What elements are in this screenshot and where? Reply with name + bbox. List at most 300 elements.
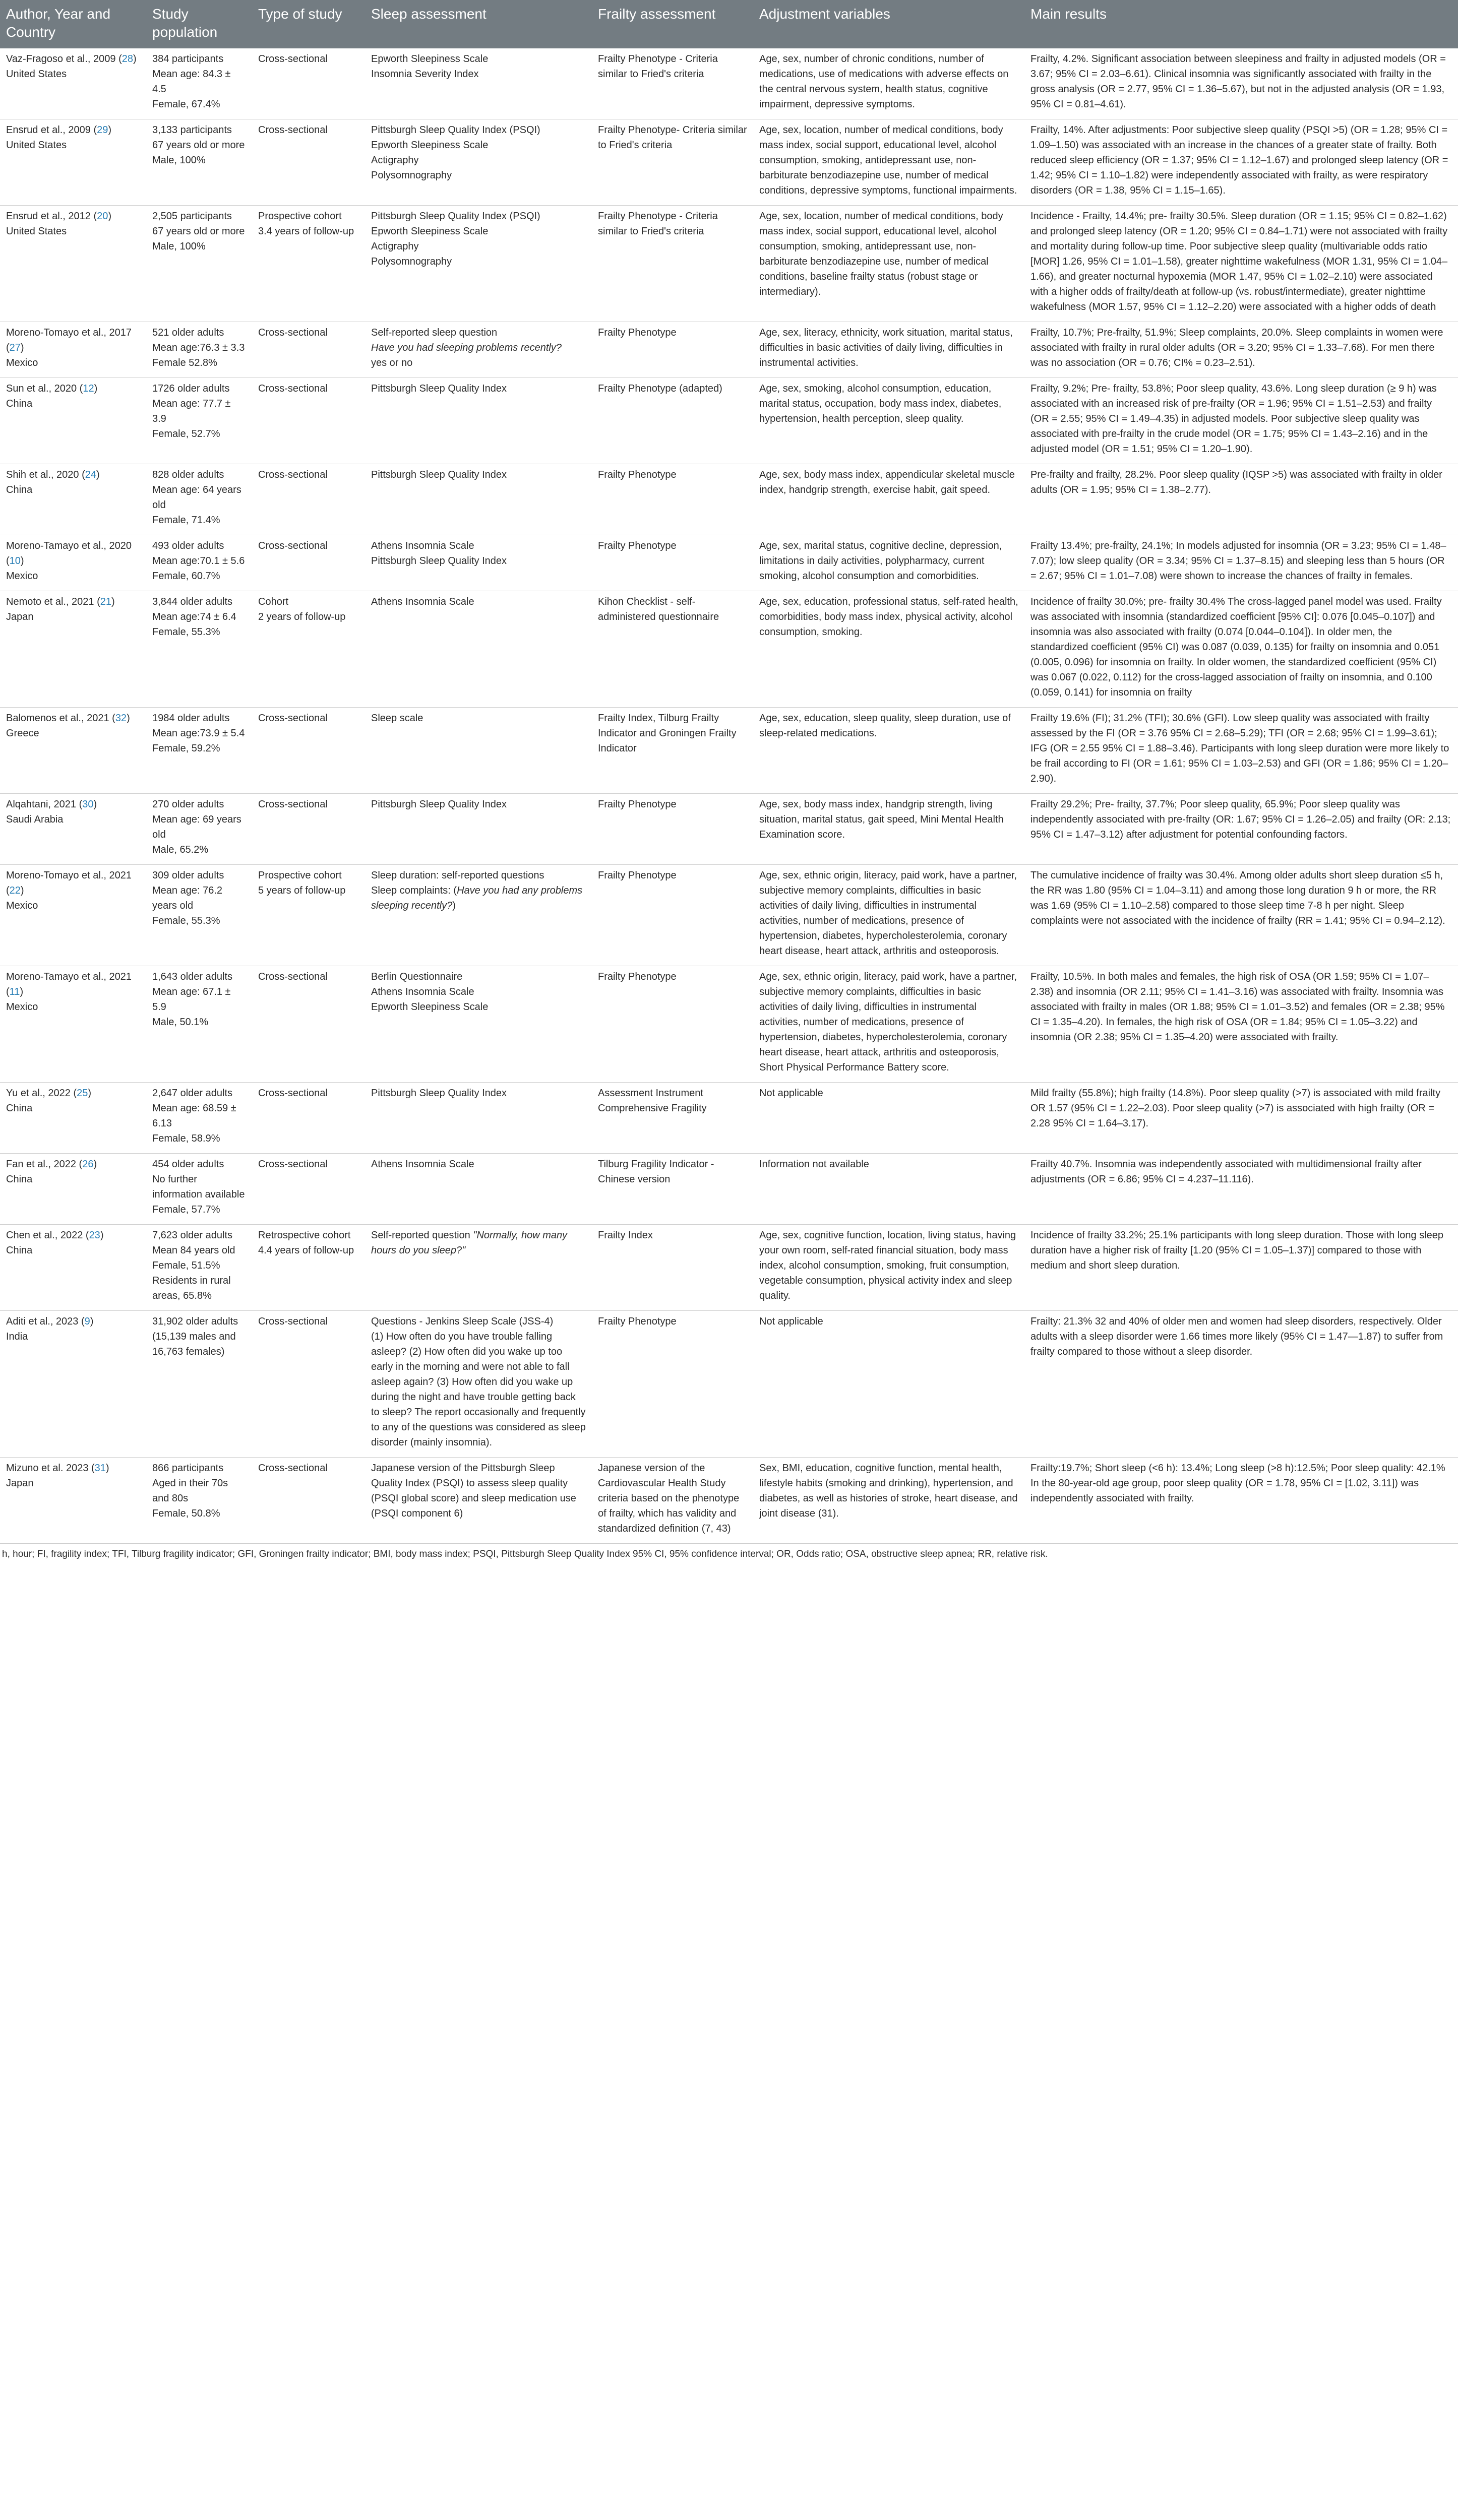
frailty-assessment-line: Frailty Phenotype bbox=[598, 469, 677, 480]
study-type-cell bbox=[252, 322, 365, 378]
population-line: 31,902 older adults bbox=[152, 1316, 238, 1327]
sleep-assessment-line: Questions - Jenkins Sleep Scale (JSS-4) bbox=[371, 1316, 554, 1327]
population-cell bbox=[146, 794, 252, 865]
population-cell bbox=[146, 591, 252, 708]
study-type-line: Prospective cohort bbox=[258, 211, 342, 222]
population-cell bbox=[146, 378, 252, 464]
header-author: Author, Year and Country bbox=[0, 0, 146, 48]
sleep-assessment-line: yes or no bbox=[371, 357, 413, 368]
country: Japan bbox=[6, 611, 34, 622]
study-type-cell bbox=[252, 535, 365, 591]
population-cell bbox=[146, 966, 252, 1083]
results-cell bbox=[1024, 794, 1458, 865]
frailty-assessment-cell bbox=[592, 794, 753, 865]
population-line: 67 years old or more bbox=[152, 226, 245, 237]
frailty-assessment-line: Frailty Phenotype - Criteria similar to Fried's criteria bbox=[598, 53, 718, 80]
table-row bbox=[0, 535, 1458, 591]
population-line: Female, 50.8% bbox=[152, 1508, 220, 1519]
study-type-line: 4.4 years of follow-up bbox=[258, 1245, 354, 1256]
sleep-assessment-cell bbox=[365, 794, 592, 865]
author-cell: Chen et al., 2022 (23) China bbox=[0, 1225, 146, 1311]
results-cell bbox=[1024, 966, 1458, 1083]
sleep-assessment-cell bbox=[365, 378, 592, 464]
sleep-assessment-line: Athens Insomnia Scale bbox=[371, 540, 474, 551]
author-name: Moreno-Tamayo et al., 2021 bbox=[6, 971, 132, 982]
table-row bbox=[0, 1225, 1458, 1311]
study-type-line: Cross-sectional bbox=[258, 1088, 328, 1099]
table-row bbox=[0, 206, 1458, 322]
sleep-assessment-line: Sleep complaints: (Have you had any problems sleeping recently?) bbox=[371, 885, 583, 911]
author-cell: Aditi et al., 2023 (9) India bbox=[0, 1311, 146, 1458]
table-row bbox=[0, 119, 1458, 206]
population-line: Mean age: 84.3 ± 4.5 bbox=[152, 69, 231, 95]
header-frailty: Frailty assessment bbox=[592, 0, 753, 48]
author-name: Alqahtani, 2021 bbox=[6, 799, 77, 810]
frailty-assessment-cell bbox=[592, 1154, 753, 1225]
adjustment-text: Age, sex, marital status, cognitive decline, depression, limitations in daily activities, polypharmacy, current smoking, alcohol consumption and comorbidities. bbox=[759, 540, 1002, 582]
table-header bbox=[0, 0, 1458, 48]
table-row bbox=[0, 378, 1458, 464]
sleep-assessment-cell bbox=[365, 464, 592, 535]
adjustment-text: Sex, BMI, education, cognitive function, mental health, lifestyle habits (smoking and drinking), hypertension, and diabetes, as well as histories of stroke, heart disease, and joint disease (31). bbox=[759, 1463, 1018, 1519]
header-type: Type of study bbox=[252, 0, 365, 48]
country: China bbox=[6, 484, 33, 495]
results-cell bbox=[1024, 206, 1458, 322]
frailty-assessment-line: Frailty Phenotype bbox=[598, 971, 677, 982]
adjustment-cell bbox=[753, 865, 1024, 966]
results-text: Frailty, 9.2%; Pre- frailty, 53.8%; Poor sleep quality, 43.6%. Long sleep duration (≥ 9 h) was associated with an increased risk of pre-frailty (OR = 1.96; 95% CI = 1.51–2.53) and frailty (OR = 2.55; 95% CI = 1.49–4.35) in adjusted models. Poor subjective sleep quality was associated with pre-frailty in the crude model (OR = 1.75; 95% CI = 1.43–2.16) and in the adjusted model (OR = 1.51; 95% CI = 1.20–1.90). bbox=[1030, 383, 1437, 455]
sleep-assessment-line: Berlin Questionnaire bbox=[371, 971, 463, 982]
sleep-assessment-line: Actigraphy bbox=[371, 155, 419, 166]
table-row bbox=[0, 1458, 1458, 1544]
population-cell bbox=[146, 865, 252, 966]
adjustment-text: Age, sex, cognitive function, location, living status, having your own room, self-rated financial situation, body mass index, alcohol consumption, smoking, fruit consumption, vegetable consumption, physical activity index and sleep quality. bbox=[759, 1230, 1016, 1301]
sleep-assessment-line: Pittsburgh Sleep Quality Index bbox=[371, 799, 507, 810]
population-line: 1984 older adults bbox=[152, 713, 230, 724]
population-line: 1,643 older adults bbox=[152, 971, 233, 982]
population-cell bbox=[146, 206, 252, 322]
population-line: 866 participants bbox=[152, 1463, 224, 1474]
study-type-line: 3.4 years of follow-up bbox=[258, 226, 354, 237]
population-line: 521 older adults bbox=[152, 327, 224, 338]
frailty-assessment-cell bbox=[592, 535, 753, 591]
population-line: 1726 older adults bbox=[152, 383, 230, 394]
author-name: Moreno-Tomayo et al., 2021 bbox=[6, 870, 132, 881]
adjustment-text: Information not available bbox=[759, 1159, 869, 1170]
adjustment-text: Age, sex, smoking, alcohol consumption, education, marital status, occupation, body mass index, diabetes, hypertension, health perception, sleep quality. bbox=[759, 383, 1002, 424]
study-type-line: 5 years of follow-up bbox=[258, 885, 346, 896]
author-name: Aditi et al., 2023 bbox=[6, 1316, 79, 1327]
adjustment-text: Age, sex, literacy, ethnicity, work situation, marital status, difficulties in basic activities of daily living, difficulties in instrumental activities. bbox=[759, 327, 1013, 368]
population-line: Male, 65.2% bbox=[152, 844, 209, 855]
table-row bbox=[0, 464, 1458, 535]
results-cell bbox=[1024, 535, 1458, 591]
results-text: Incidence of frailty 30.0%; pre- frailty 30.4% The cross-lagged panel model was used. Frailty was associated with insomnia (standardized coefficient [95% CI]: 0.076 [0.045–0.107]) and insomnia was also associated with frailty (0.074 [0.044–0.104]). In older men, the standardized coefficient (95% CI) was 0.087 (0.039, 0.135) for frailty on insomnia and 0.051 (0.005, 0.096) for insomnia on frailty. In older women, the standardized coefficient (95% CI) was 0.067 (0.022, 0.112) for the cross-lagged association of frailty on insomnia, and 0.100 (0.059, 0.141) for insomnia on frailty bbox=[1030, 596, 1442, 698]
country: Japan bbox=[6, 1478, 34, 1489]
adjustment-cell bbox=[753, 1154, 1024, 1225]
sleep-assessment-line: Pittsburgh Sleep Quality Index bbox=[371, 555, 507, 566]
sleep-assessment-line: Pittsburgh Sleep Quality Index (PSQI) bbox=[371, 124, 540, 136]
study-type-cell bbox=[252, 1083, 365, 1154]
sleep-assessment-line: Pittsburgh Sleep Quality Index bbox=[371, 469, 507, 480]
author-cell: Moreno-Tomayo et al., 2021 (22) Mexico bbox=[0, 865, 146, 966]
table-row bbox=[0, 794, 1458, 865]
results-text: Incidence - Frailty, 14.4%; pre- frailty 30.5%. Sleep duration (OR = 1.15; 95% CI = 0.82–1.62) and prolonged sleep latency (OR = 1.20; 95% CI = 0.84–1.71) were not associated with frailty and mortality during follow-up time. Poor subjective sleep quality (multivariable odds ratio [MOR] 1.26, 95% CI = 1.01–1.58), greater nighttime wakefulness (MOR 1.31, 95% CI = 1.04–1.66), and greater nocturnal hypoxemia (MOR 1.47, 95% CI = 1.02–2.10) were associated with a higher odds of frailty/death at follow-up (vs. robust/intermediate), greater nighttime wakefulness (MOR 1.57, 95% CI = 1.12–2.20) were associated with a higher odds of death bbox=[1030, 211, 1448, 312]
frailty-assessment-cell bbox=[592, 48, 753, 119]
study-type-cell bbox=[252, 206, 365, 322]
sleep-assessment-line: Polysomnography bbox=[371, 256, 452, 267]
population-line: Mean age: 67.1 ± 5.9 bbox=[152, 986, 231, 1013]
frailty-assessment-cell bbox=[592, 1458, 753, 1544]
author-name: Ensrud et al., 2012 bbox=[6, 211, 91, 222]
sleep-assessment-line: Athens Insomnia Scale bbox=[371, 596, 474, 607]
reference-link: 26 bbox=[82, 1159, 94, 1170]
population-cell bbox=[146, 48, 252, 119]
population-line: Female 52.8% bbox=[152, 357, 217, 368]
population-cell bbox=[146, 322, 252, 378]
author-cell: Ensrud et al., 2009 (29) United States bbox=[0, 119, 146, 206]
adjustment-text: Not applicable bbox=[759, 1088, 823, 1099]
population-line: Female, 51.5% bbox=[152, 1260, 220, 1271]
sleep-assessment-cell bbox=[365, 1458, 592, 1544]
sleep-assessment-cell bbox=[365, 966, 592, 1083]
population-line: Female, 60.7% bbox=[152, 571, 220, 582]
country: Mexico bbox=[6, 1001, 38, 1013]
population-line: 493 older adults bbox=[152, 540, 224, 551]
frailty-assessment-cell bbox=[592, 1083, 753, 1154]
population-line: Male, 100% bbox=[152, 155, 206, 166]
frailty-assessment-cell bbox=[592, 119, 753, 206]
population-line: Mean age:76.3 ± 3.3 bbox=[152, 342, 245, 353]
adjustment-cell bbox=[753, 48, 1024, 119]
sleep-assessment-cell bbox=[365, 1225, 592, 1311]
study-type-line: Prospective cohort bbox=[258, 870, 342, 881]
frailty-assessment-cell bbox=[592, 1225, 753, 1311]
frailty-assessment-cell bbox=[592, 966, 753, 1083]
population-line: Female, 57.7% bbox=[152, 1204, 220, 1215]
sleep-assessment-cell bbox=[365, 48, 592, 119]
sleep-assessment-cell bbox=[365, 206, 592, 322]
results-text: Frailty 29.2%; Pre- frailty, 37.7%; Poor sleep quality, 65.9%; Poor sleep quality was independently associated with pre-frailty (OR: 1.67; 95% CI = 1.26–2.05) and frailty (OR: 2.13; 95% CI = 1.47–3.12) after adjustment for potential confounding factors. bbox=[1030, 799, 1451, 840]
sleep-assessment-line: Epworth Sleepiness Scale bbox=[371, 1001, 489, 1013]
population-line: Residents in rural areas, 65.8% bbox=[152, 1275, 231, 1301]
country: Mexico bbox=[6, 357, 38, 368]
study-type-line: Cross-sectional bbox=[258, 327, 328, 338]
table-body bbox=[0, 48, 1458, 1544]
population-line: Female, 58.9% bbox=[152, 1133, 220, 1144]
table-footnote: h, hour; FI, fragility index; TFI, Tilburg fragility indicator; GFI, Groningen frailty indicator; BMI, body mass index; PSQI, Pittsburgh Sleep Quality Index 95% CI, 95% confidence interval; OR, Odds ratio; OSA, obstructive sleep apnea; RR, relative risk. bbox=[2, 1549, 1048, 1559]
adjustment-text: Age, sex, education, sleep quality, sleep duration, use of sleep-related medications. bbox=[759, 713, 1011, 739]
author-cell: Mizuno et al. 2023 (31) Japan bbox=[0, 1458, 146, 1544]
results-text: Mild frailty (55.8%); high frailty (14.8%). Poor sleep quality (>7) is associated with mild frailty OR 1.57 (95% CI = 1.22–2.03). Poor sleep quality (>7) is associated with high frailty (OR = 2.28 95% CI = 1.64–3.17). bbox=[1030, 1088, 1441, 1129]
author-name: Nemoto et al., 2021 bbox=[6, 596, 94, 607]
results-cell bbox=[1024, 1458, 1458, 1544]
study-type-cell bbox=[252, 865, 365, 966]
reference-link: 27 bbox=[9, 342, 21, 353]
sleep-assessment-cell bbox=[365, 708, 592, 794]
frailty-assessment-line: Frailty Phenotype - Criteria similar to Fried's criteria bbox=[598, 211, 718, 237]
population-line: 828 older adults bbox=[152, 469, 224, 480]
reference-link: 22 bbox=[9, 885, 21, 896]
author-name: Ensrud et al., 2009 bbox=[6, 124, 91, 136]
frailty-assessment-line: Frailty Phenotype bbox=[598, 540, 677, 551]
study-type-cell bbox=[252, 1225, 365, 1311]
results-text: Frailty, 14%. After adjustments: Poor subjective sleep quality (PSQI >5) (OR = 1.28; 95% CI = 1.09–1.50) was associated with an increase in the chances of a greater state of frailty. Both reduced sleep efficiency (OR = 1.37; 95% CI = 1.12–1.67) and prolonged sleep latency (OR = 1.42; 95% CI = 1.10–1.82) were independently associated with frailty, as were respiratory disorders (OR = 1.38, 95% CI = 1.15–1.65). bbox=[1030, 124, 1448, 196]
frailty-assessment-line: Frailty Index, Tilburg Frailty Indicator and Groningen Frailty Indicator bbox=[598, 713, 737, 754]
study-type-cell bbox=[252, 591, 365, 708]
results-text: Frailty 40.7%. Insomnia was independently associated with multidimensional frailty after adjustments (OR = 6.86; 95% CI = 4.237–11.116). bbox=[1030, 1159, 1422, 1185]
population-cell bbox=[146, 1225, 252, 1311]
author-cell: Nemoto et al., 2021 (21) Japan bbox=[0, 591, 146, 708]
header-results: Main results bbox=[1024, 0, 1458, 48]
header-population: Study population bbox=[146, 0, 252, 48]
results-text: Pre-frailty and frailty, 28.2%. Poor sleep quality (IQSP >5) was associated with frailty in older adults (OR = 1.95; 95% CI = 1.38–2.77). bbox=[1030, 469, 1442, 495]
author-name: Fan et al., 2022 bbox=[6, 1159, 76, 1170]
frailty-assessment-cell bbox=[592, 206, 753, 322]
adjustment-text: Age, sex, body mass index, handgrip strength, living situation, marital status, gait speed, Mini Mental Health Examination score. bbox=[759, 799, 1004, 840]
sleep-assessment-line: Pittsburgh Sleep Quality Index bbox=[371, 383, 507, 394]
reference-link: 24 bbox=[85, 469, 97, 480]
study-type-cell bbox=[252, 1458, 365, 1544]
results-text: Frailty, 10.7%; Pre-frailty, 51.9%; Sleep complaints, 20.0%. Sleep complaints in women were associated with frailty in rural older adults (OR = 3.20; 95% CI = 1.33–7.68). For men there was no association (OR = 0.76; CI% = 0.23–2.51). bbox=[1030, 327, 1443, 368]
study-type-line: Cross-sectional bbox=[258, 53, 328, 65]
results-text: Frailty 13.4%; pre-frailty, 24.1%; In models adjusted for insomnia (OR = 3.23; 95% CI = 1.48–7.07); low sleep quality (OR = 3.34; 95% CI = 1.37–8.15) and sleeping less than 5 hours (OR = 2.67; 95% CI = 1.01–7.08) were shown to increase the chances of frailty in females. bbox=[1030, 540, 1446, 582]
country: United States bbox=[6, 140, 67, 151]
author-name: Sun et al., 2020 bbox=[6, 383, 77, 394]
population-line: Male, 100% bbox=[152, 241, 206, 252]
table-row bbox=[0, 322, 1458, 378]
frailty-assessment-cell bbox=[592, 322, 753, 378]
table-row bbox=[0, 1311, 1458, 1458]
adjustment-cell bbox=[753, 322, 1024, 378]
header-adjustment: Adjustment variables bbox=[753, 0, 1024, 48]
frailty-assessment-cell bbox=[592, 464, 753, 535]
study-type-line: Cross-sectional bbox=[258, 540, 328, 551]
study-type-line: Cross-sectional bbox=[258, 469, 328, 480]
study-type-line: Cross-sectional bbox=[258, 713, 328, 724]
frailty-assessment-line: Frailty Index bbox=[598, 1230, 653, 1241]
sleep-assessment-cell bbox=[365, 322, 592, 378]
population-cell bbox=[146, 1458, 252, 1544]
author-cell: Yu et al., 2022 (25) China bbox=[0, 1083, 146, 1154]
country: Greece bbox=[6, 728, 39, 739]
author-name: Mizuno et al. 2023 bbox=[6, 1463, 89, 1474]
frailty-assessment-line: Frailty Phenotype bbox=[598, 799, 677, 810]
population-line: No further information available bbox=[152, 1174, 245, 1200]
population-line: Female, 55.3% bbox=[152, 915, 220, 926]
results-text: Frailty, 4.2%. Significant association between sleepiness and frailty in adjusted models (OR = 3.67; 95% CI = 2.03–6.61). Clinical insomnia was significantly associated with frailty in the gross analysis (OR = 2.77, 95% CI = 1.36–5.67), but not in the adjusted analysis (OR = 1.93, 95% CI = 0.81–4.61). bbox=[1030, 53, 1446, 110]
results-cell bbox=[1024, 378, 1458, 464]
frailty-assessment-cell bbox=[592, 591, 753, 708]
country: India bbox=[6, 1331, 28, 1342]
population-line: Mean age: 77.7 ± 3.9 bbox=[152, 398, 231, 424]
population-line: Mean age: 68.59 ± 6.13 bbox=[152, 1103, 236, 1129]
frailty-assessment-line: Frailty Phenotype bbox=[598, 1316, 677, 1327]
reference-link: 30 bbox=[82, 799, 94, 810]
reference-link: 10 bbox=[9, 555, 21, 566]
author-name: Moreno-Tamayo et al., 2020 bbox=[6, 540, 132, 551]
sleep-assessment-line: Polysomnography bbox=[371, 170, 452, 181]
reference-link: 25 bbox=[77, 1088, 88, 1099]
population-line: Female, 71.4% bbox=[152, 515, 220, 526]
population-line: Female, 55.3% bbox=[152, 626, 220, 638]
adjustment-cell bbox=[753, 119, 1024, 206]
study-type-line: Cross-sectional bbox=[258, 799, 328, 810]
study-type-line: Cohort bbox=[258, 596, 289, 607]
population-line: Mean age:73.9 ± 5.4 bbox=[152, 728, 245, 739]
reference-link: 28 bbox=[122, 53, 133, 65]
population-line: Mean age:70.1 ± 5.6 bbox=[152, 555, 245, 566]
sleep-assessment-cell bbox=[365, 591, 592, 708]
country: United States bbox=[6, 69, 67, 80]
adjustment-cell bbox=[753, 535, 1024, 591]
results-text: Incidence of frailty 33.2%; 25.1% participants with long sleep duration. Those with long sleep duration have a higher risk of frailty [1.20 (95% CI = 1.05–1.37)] compared to those with medium and short sleep duration. bbox=[1030, 1230, 1444, 1271]
country: China bbox=[6, 1174, 33, 1185]
reference-link: 11 bbox=[9, 986, 20, 997]
results-cell bbox=[1024, 865, 1458, 966]
population-line: Female, 59.2% bbox=[152, 743, 220, 754]
table-row bbox=[0, 48, 1458, 119]
author-cell: Balomenos et al., 2021 (32) Greece bbox=[0, 708, 146, 794]
adjustment-cell bbox=[753, 1311, 1024, 1458]
reference-link: 12 bbox=[83, 383, 94, 394]
author-name: Yu et al., 2022 bbox=[6, 1088, 71, 1099]
population-cell bbox=[146, 1083, 252, 1154]
sleep-assessment-line: Epworth Sleepiness Scale bbox=[371, 226, 489, 237]
author-cell: Fan et al., 2022 (26) China bbox=[0, 1154, 146, 1225]
sleep-assessment-cell bbox=[365, 1154, 592, 1225]
population-line: Mean age: 76.2 years old bbox=[152, 885, 222, 911]
author-cell: Moreno-Tamayo et al., 2020 (10) Mexico bbox=[0, 535, 146, 591]
population-line: 384 participants bbox=[152, 53, 224, 65]
results-text: The cumulative incidence of frailty was 30.4%. Among older adults short sleep duration ≤5 h, the RR was 1.80 (95% CI = 1.04–3.11) and among those long duration 9 h or more, the RR was 1.69 (95% CI = 1.10–2.58) compared to those sleep time 7-8 h per night. Sleep complaints were not associated with the incidence of frailty (RR = 1.41; 95% CI = 0.94–2.12). bbox=[1030, 870, 1445, 926]
population-cell bbox=[146, 535, 252, 591]
population-line: 3,133 participants bbox=[152, 124, 232, 136]
results-cell bbox=[1024, 322, 1458, 378]
results-cell bbox=[1024, 1083, 1458, 1154]
sleep-assessment-line: Japanese version of the Pittsburgh Sleep Quality Index (PSQI) to assess sleep quality (PSQI global score) and sleep medication use (PSQI component 6) bbox=[371, 1463, 576, 1519]
study-type-line: 2 years of follow-up bbox=[258, 611, 346, 622]
study-type-cell bbox=[252, 48, 365, 119]
sleep-assessment-cell bbox=[365, 1311, 592, 1458]
population-line: Female, 67.4% bbox=[152, 99, 220, 110]
reference-link: 32 bbox=[115, 713, 127, 724]
results-cell bbox=[1024, 708, 1458, 794]
study-type-cell bbox=[252, 378, 365, 464]
frailty-assessment-line: Frailty Phenotype- Criteria similar to Fried's criteria bbox=[598, 124, 747, 151]
adjustment-cell bbox=[753, 464, 1024, 535]
adjustment-text: Age, sex, body mass index, appendicular skeletal muscle index, handgrip strength, exercise habit, gait speed. bbox=[759, 469, 1015, 495]
sleep-assessment-line: Athens Insomnia Scale bbox=[371, 986, 474, 997]
reference-link: 21 bbox=[100, 596, 112, 607]
frailty-assessment-line: Frailty Phenotype (adapted) bbox=[598, 383, 722, 394]
study-type-cell bbox=[252, 1154, 365, 1225]
adjustment-cell bbox=[753, 591, 1024, 708]
adjustment-cell bbox=[753, 378, 1024, 464]
population-cell bbox=[146, 708, 252, 794]
reference-link: 29 bbox=[97, 124, 108, 136]
country: Mexico bbox=[6, 571, 38, 582]
reference-link: 23 bbox=[89, 1230, 100, 1241]
sleep-assessment-line: Pittsburgh Sleep Quality Index (PSQI) bbox=[371, 211, 540, 222]
author-cell: Moreno-Tomayo et al., 2017 (27) Mexico bbox=[0, 322, 146, 378]
sleep-assessment-line: Actigraphy bbox=[371, 241, 419, 252]
frailty-assessment-cell bbox=[592, 1311, 753, 1458]
population-line: 454 older adults bbox=[152, 1159, 224, 1170]
table-row bbox=[0, 1154, 1458, 1225]
study-type-cell bbox=[252, 794, 365, 865]
study-type-line: Cross-sectional bbox=[258, 1463, 328, 1474]
author-cell: Alqahtani, 2021 (30) Saudi Arabia bbox=[0, 794, 146, 865]
study-type-line: Cross-sectional bbox=[258, 1159, 328, 1170]
sleep-assessment-line: Athens Insomnia Scale bbox=[371, 1159, 474, 1170]
study-type-cell bbox=[252, 1311, 365, 1458]
frailty-assessment-cell bbox=[592, 708, 753, 794]
population-line: 7,623 older adults bbox=[152, 1230, 233, 1241]
study-type-cell bbox=[252, 119, 365, 206]
adjustment-text: Age, sex, location, number of medical conditions, body mass index, social support, educational level, alcohol consumption, smoking, antidepressant use, non-barbiturate benzodiazepine use, number of medical conditions, depressive symptoms, functional impairments. bbox=[759, 124, 1017, 196]
country: Mexico bbox=[6, 900, 38, 911]
country: China bbox=[6, 398, 33, 409]
sleep-assessment-line: Sleep duration: self-reported questions bbox=[371, 870, 544, 881]
population-line: 2,647 older adults bbox=[152, 1088, 233, 1099]
population-cell bbox=[146, 464, 252, 535]
population-line: Mean age: 64 years old bbox=[152, 484, 241, 511]
adjustment-cell bbox=[753, 1458, 1024, 1544]
study-type-cell bbox=[252, 708, 365, 794]
author-cell: Sun et al., 2020 (12) China bbox=[0, 378, 146, 464]
author-name: Moreno-Tomayo et al., 2017 bbox=[6, 327, 132, 338]
reference-link: 9 bbox=[84, 1316, 90, 1327]
sleep-assessment-cell bbox=[365, 119, 592, 206]
author-name: Vaz-Fragoso et al., 2009 bbox=[6, 53, 116, 65]
population-line: 2,505 participants bbox=[152, 211, 232, 222]
table-row bbox=[0, 966, 1458, 1083]
sleep-assessment-line: (1) How often do you have trouble falling asleep? (2) How often did you wake up too early in the morning and were not able to fall asleep again? (3) How often did you wake up during the night and have trouble getting back to sleep? The report occasionally and frequently to any of the questions was considered as sleep disorder (mainly insomnia). bbox=[371, 1331, 586, 1448]
results-cell bbox=[1024, 1311, 1458, 1458]
sleep-assessment-line: Self-reported question "Normally, how many hours do you sleep?" bbox=[371, 1230, 568, 1256]
reference-link: 20 bbox=[97, 211, 108, 222]
author-cell: Vaz-Fragoso et al., 2009 (28) United States bbox=[0, 48, 146, 119]
adjustment-text: Age, sex, location, number of medical conditions, body mass index, social support, educational level, alcohol consumption, smoking, antidepressant use, non-barbiturate benzodiazepine use, number of medical conditions, baseline frailty status (robust stage or intermediary). bbox=[759, 211, 1003, 297]
results-text: Frailty, 10.5%. In both males and females, the high risk of OSA (OR 1.59; 95% CI = 1.07–2.38) and insomnia (OR 2.11; 95% CI = 1.41–3.16) was associated with frailty. Insomnia was associated with frailty in males (OR 1.88; 95% CI = 1.01–3.52) and females (OR = 2.38; 95% CI = 1.35–4.20). In females, the high risk of OSA (OR = 1.84; 95% CI = 1.05–3.22) and insomnia (OR 2.38; 95% CI = 1.35–4.20) were associated with frailty. bbox=[1030, 971, 1445, 1043]
sleep-assessment-line: Sleep scale bbox=[371, 713, 423, 724]
adjustment-text: Age, sex, education, professional status, self-rated health, comorbidities, body mass index, physical activity, alcohol consumption, smoking. bbox=[759, 596, 1018, 638]
country: Saudi Arabia bbox=[6, 814, 64, 825]
results-text: Frailty 19.6% (FI); 31.2% (TFI); 30.6% (GFI). Low sleep quality was associated with frailty assessed by the FI (OR = 3.76 95% CI = 2.68–5.29); TFI (OR = 2.68; 95% CI = 1.99–3.61); IFG (OR = 2.55 95% CI = 1.88–3.46). Participants with long sleep duration were more likely to be frail according to FI (OR = 1.61; 95% CI = 1.03–2.53) and GFI (OR = 1.86; 95% CI = 1.20–2.90). bbox=[1030, 713, 1449, 784]
results-cell bbox=[1024, 1225, 1458, 1311]
frailty-assessment-cell bbox=[592, 865, 753, 966]
population-line: Mean age:74 ± 6.4 bbox=[152, 611, 236, 622]
study-type-line: Cross-sectional bbox=[258, 971, 328, 982]
table-row bbox=[0, 591, 1458, 708]
frailty-assessment-line: Assessment Instrument Comprehensive Fragility bbox=[598, 1088, 707, 1114]
table-row bbox=[0, 1083, 1458, 1154]
adjustment-cell bbox=[753, 708, 1024, 794]
header-sleep: Sleep assessment bbox=[365, 0, 592, 48]
results-text: Frailty:19.7%; Short sleep (<6 h): 13.4%; Long sleep (>8 h):12.5%; Poor sleep quality: 42.1% In the 80-year-old age group, poor sleep quality (OR = 1.78, 95% CI = [1.02, 3.11]) was independently associated with frailty. bbox=[1030, 1463, 1445, 1504]
population-line: Male, 50.1% bbox=[152, 1017, 209, 1028]
population-line: 309 older adults bbox=[152, 870, 224, 881]
population-line: 270 older adults bbox=[152, 799, 224, 810]
author-name: Balomenos et al., 2021 bbox=[6, 713, 109, 724]
population-line: 3,844 older adults bbox=[152, 596, 233, 607]
country: China bbox=[6, 1245, 33, 1256]
sleep-assessment-cell bbox=[365, 1083, 592, 1154]
sleep-assessment-cell bbox=[365, 865, 592, 966]
author-cell: Ensrud et al., 2012 (20) United States bbox=[0, 206, 146, 322]
study-type-line: Cross-sectional bbox=[258, 383, 328, 394]
